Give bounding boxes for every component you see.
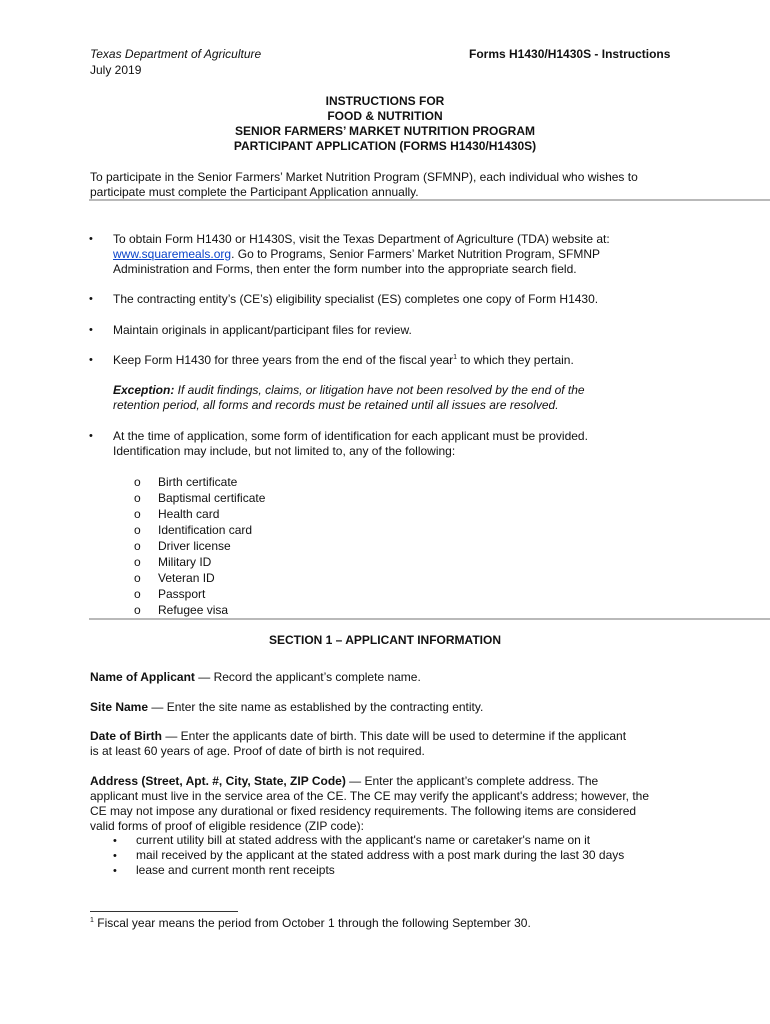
bullet-marker: • xyxy=(89,324,93,336)
bullet-5-line-1: At the time of application, some form of identification for each applicant must be provided. xyxy=(113,429,588,443)
exception-label: Exception: xyxy=(113,383,175,397)
list-item-label: Health card xyxy=(158,507,220,521)
list-item-label: mail received by the applicant at the stated address with a post mark during the last 30 days xyxy=(136,848,625,862)
name-text: — Record the applicant’s complete name. xyxy=(194,670,421,684)
bullet-identification xyxy=(113,429,673,459)
list-item xyxy=(134,506,265,522)
date-of-birth xyxy=(90,729,690,759)
residence-proof-list xyxy=(113,833,624,878)
bullet-marker: • xyxy=(113,850,117,862)
list-item xyxy=(113,833,624,848)
bullet-4-text-end: to which they pertain. xyxy=(457,353,574,367)
bullet-1-line-2-text: . Go to Programs, Senior Farmers’ Market Nutrition Program, SFMNP xyxy=(231,247,601,261)
list-item-label: Driver license xyxy=(158,539,231,553)
list-item xyxy=(134,522,265,538)
name-of-applicant xyxy=(90,670,690,685)
title-line-1: INSTRUCTIONS FOR xyxy=(325,94,445,108)
divider-section xyxy=(89,618,770,620)
list-item-label: Baptismal certificate xyxy=(158,491,266,505)
footnote-text: Fiscal year means the period from October 1 through the following September 30. xyxy=(93,916,531,930)
list-item xyxy=(134,490,265,506)
list-item-label: Birth certificate xyxy=(158,475,238,489)
site-name xyxy=(90,700,690,715)
list-marker: o xyxy=(134,539,141,553)
title-line-3: SENIOR FARMERS’ MARKET NUTRITION PROGRAM xyxy=(234,124,535,138)
dob-line-1 xyxy=(90,729,690,744)
list-item-label: Passport xyxy=(158,587,206,601)
bullet-4-text: Keep Form H1430 for three years from the end of the fiscal year xyxy=(113,353,454,367)
divider-top xyxy=(89,199,770,201)
address-label: Address (Street, Apt. #, City, State, ZIP Code) xyxy=(90,774,346,788)
agency-name: Texas Department of Agriculture xyxy=(90,47,262,61)
title-line-2: FOOD & NUTRITION xyxy=(327,109,443,123)
bullet-maintain-originals: Maintain originals in applicant/participant files for review. xyxy=(113,323,412,337)
footnote xyxy=(90,916,531,931)
list-item xyxy=(134,538,265,554)
exception-line-1 xyxy=(113,383,673,398)
footnote-number: 1 xyxy=(90,917,94,924)
list-marker: o xyxy=(134,491,141,505)
squaremeals-link[interactable]: www.squaremeals.org xyxy=(113,247,232,261)
address-text-1: — Enter the applicant’s complete address. The xyxy=(345,774,599,788)
form-title: Forms H1430/H1430S - Instructions xyxy=(469,47,671,61)
dob-line-2: is at least 60 years of age. Proof of date of birth is not required. xyxy=(90,744,425,758)
exception-text-1: If audit findings, claims, or litigation have not been resolved by the end of the xyxy=(174,383,585,397)
bullet-marker: • xyxy=(89,293,93,305)
address-line-4: valid forms of proof of eligible residence (ZIP code): xyxy=(90,819,364,833)
intro-line-2: participate must complete the Participant Application annually. xyxy=(90,185,419,199)
identification-list xyxy=(134,474,265,618)
list-marker: o xyxy=(134,555,141,569)
bullet-1-line-1: To obtain Form H1430 or H1430S, visit the Texas Department of Agriculture (TDA) website at: xyxy=(113,232,610,246)
bullet-1-line-2 xyxy=(113,247,673,262)
list-item-label: Veteran ID xyxy=(158,571,215,585)
address-line-3: CE may not impose any durational or fixed residency requirements. The following items are considered xyxy=(90,804,637,818)
list-marker: o xyxy=(134,587,141,601)
document-date: July 2019 xyxy=(90,63,142,77)
bullet-marker: • xyxy=(89,430,93,442)
bullet-contracting-entity: The contracting entity’s (CE’s) eligibility specialist (ES) completes one copy of Form H1430. xyxy=(113,292,599,306)
site-label: Site Name xyxy=(90,700,149,714)
list-item xyxy=(134,474,265,490)
list-item xyxy=(134,586,265,602)
section-1-heading: SECTION 1 – APPLICANT INFORMATION xyxy=(268,633,501,647)
bullet-obtain-form xyxy=(113,232,673,277)
list-item-label: Refugee visa xyxy=(158,603,229,617)
bullet-marker: • xyxy=(89,354,93,366)
bullet-1-line-3: Administration and Forms, then enter the form number into the appropriate search field. xyxy=(113,262,577,276)
name-label: Name of Applicant xyxy=(90,670,195,684)
dob-text-1: — Enter the applicants date of birth. This date will be used to determine if the applicant xyxy=(162,729,627,743)
bullet-marker: • xyxy=(113,865,117,877)
list-item xyxy=(134,570,265,586)
bullet-marker: • xyxy=(89,233,93,245)
footnote-separator xyxy=(90,911,238,912)
dob-label: Date of Birth xyxy=(90,729,162,743)
intro-line-1: To participate in the Senior Farmers’ Market Nutrition Program (SFMNP), each individual who wishes to xyxy=(90,170,638,184)
address-line-1 xyxy=(90,774,710,789)
bullet-5-line-2: Identification may include, but not limited to, any of the following: xyxy=(113,444,456,458)
list-item-label: Military ID xyxy=(158,555,212,569)
list-item-label: lease and current month rent receipts xyxy=(136,863,335,877)
title-line-4: PARTICIPANT APPLICATION (FORMS H1430/H1430S) xyxy=(233,139,537,153)
footnote-ref[interactable]: 1 xyxy=(453,354,458,361)
list-item-label: Identification card xyxy=(158,523,253,537)
exception-note xyxy=(113,383,673,413)
list-marker: o xyxy=(134,475,141,489)
address-line-2: applicant must live in the service area of the CE. The CE may verify the applicant's address; however, the xyxy=(90,789,650,803)
list-marker: o xyxy=(134,523,141,537)
list-item xyxy=(113,863,624,878)
site-text: — Enter the site name as established by the contracting entity. xyxy=(148,700,484,714)
list-item-label: current utility bill at stated address with the applicant's name or caretaker's name on it xyxy=(136,833,591,847)
list-marker: o xyxy=(134,507,141,521)
list-item xyxy=(134,554,265,570)
list-marker: o xyxy=(134,603,141,617)
exception-line-2: retention period, all forms and records must be retained until all issues are resolved. xyxy=(113,398,559,412)
bullet-marker: • xyxy=(113,835,117,847)
bullet-retention xyxy=(113,353,673,368)
list-marker: o xyxy=(134,571,141,585)
list-item xyxy=(113,848,624,863)
address xyxy=(90,774,710,834)
list-item xyxy=(134,602,265,618)
